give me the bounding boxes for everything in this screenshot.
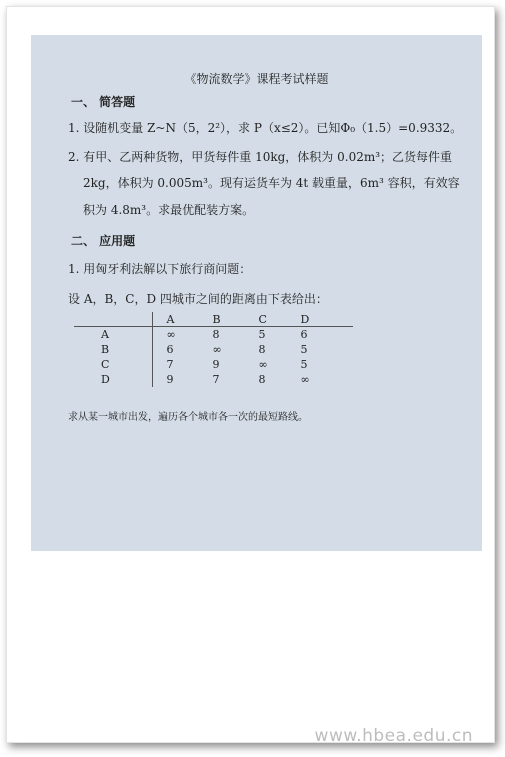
table-cell: 9 [166,373,174,386]
table-cell: 5 [300,343,308,356]
photo-frame [6,6,495,746]
table-cell: 7 [166,358,174,371]
table-corner [74,312,152,327]
table-cell: 8 [212,328,220,341]
row-header: A [74,327,152,343]
application-question-1: 1. 用匈牙利法解以下旅行商问题： [68,262,252,276]
table-row [74,342,353,357]
site-watermark: www.hbea.edu.cn [314,726,473,746]
column-header: C [259,312,301,327]
table-cell: 5 [300,358,308,371]
exam-paper-photo [31,35,482,551]
table-cell: 8 [258,373,266,386]
page-title: 《物流数学》课程考试样题 [184,72,329,86]
row-header: B [74,342,152,357]
table-cell: 6 [166,343,174,356]
column-header: A [152,312,213,327]
table-cell: 9 [212,358,220,371]
table-cell: 5 [258,328,266,341]
table-row [74,327,353,343]
distance-table [74,312,353,387]
table-header-row [74,312,353,327]
table-footnote: 求从某一城市出发，遍历各个城市各一次的最短路线。 [68,412,308,423]
table-cell: 6 [300,328,308,341]
table-cell: ∞ [212,343,222,356]
table-cell: ∞ [258,358,268,371]
table-row [74,357,353,372]
section-heading-2: 二、 应用题 [71,234,136,248]
row-header: D [74,372,152,387]
table-cell: ∞ [166,328,176,341]
question-2-line-3: 积为 4.8m³。求最优配装方案。 [83,203,255,217]
question-2-line-1: 2. 有甲、乙两种货物，甲货每件重 10kg，体积为 0.02m³；乙货每件重 [68,150,453,164]
table-cell: 7 [212,373,220,386]
question-1: 1. 设随机变量 Z~N（5，2²），求 P（x≤2）。已知Φ₀（1.5）=0.9332。 [68,121,463,135]
column-header: B [213,312,259,327]
table-row [74,372,353,387]
question-2-line-2: 2kg，体积为 0.005m³。现有运货车为 4t 载重量，6m³ 容积，有效容 [83,176,460,190]
table-cell: 8 [258,343,266,356]
column-header: D [301,312,353,327]
row-header: C [74,357,152,372]
section-heading-1: 一、 简答题 [71,95,136,109]
table-cell: ∞ [300,373,310,386]
table-intro: 设 A，B，C，D 四城市之间的距离由下表给出： [68,292,328,306]
